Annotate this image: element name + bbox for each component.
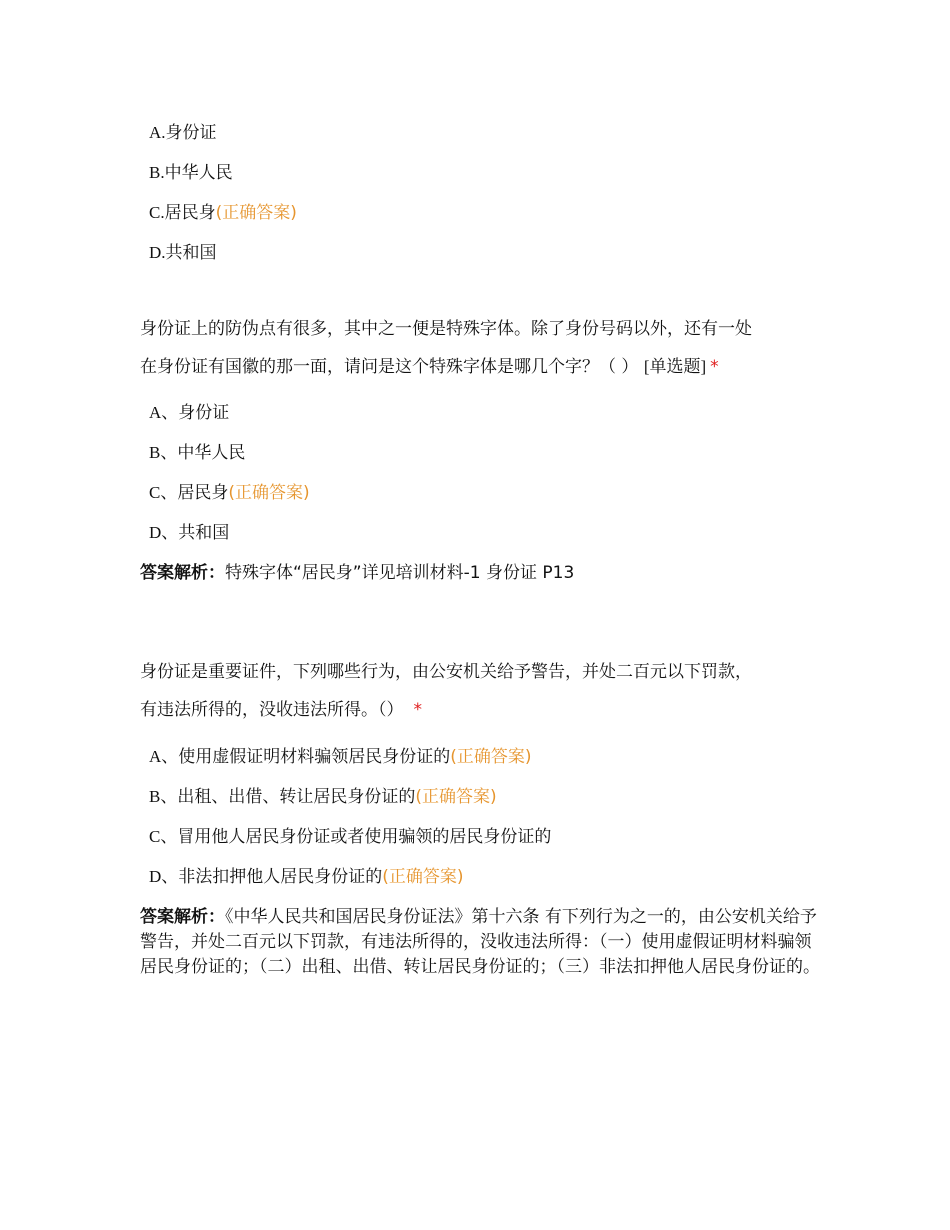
q2-option-b bbox=[149, 443, 245, 463]
option-letter: A、 bbox=[149, 747, 179, 766]
q2-option-a bbox=[149, 403, 229, 423]
option-text: 共和国 bbox=[165, 243, 217, 263]
option-letter: C. bbox=[149, 203, 165, 222]
correct-answer-tag: (正确答案) bbox=[228, 483, 310, 503]
option-letter: A. bbox=[149, 123, 166, 142]
required-mark: * bbox=[710, 357, 719, 377]
q3-question-text bbox=[140, 653, 830, 729]
option-text: 非法扣押他人居民身份证的 bbox=[178, 867, 383, 887]
correct-answer-tag: (正确答案) bbox=[382, 867, 464, 887]
option-letter: D. bbox=[149, 243, 166, 262]
q3-question-line2-text: 有违法所得的，没收违法所得。（） bbox=[140, 700, 404, 720]
q2-option-c bbox=[149, 483, 310, 503]
option-letter: C、 bbox=[149, 827, 178, 846]
q2-question-text bbox=[140, 310, 830, 386]
option-text: 居民身 bbox=[177, 483, 229, 503]
q3-answer-analysis bbox=[140, 905, 820, 980]
analysis-text: 特殊字体“居民身”详见培训材料-1 身份证 P13 bbox=[225, 563, 575, 583]
option-letter: B、 bbox=[149, 443, 178, 462]
q1-option-d bbox=[149, 243, 217, 263]
q3-question-line1: 身份证是重要证件，下列哪些行为，由公安机关给予警告，并处二百元以下罚款， bbox=[140, 662, 752, 682]
question-type-label: [单选题] bbox=[643, 357, 707, 376]
required-mark: * bbox=[413, 700, 422, 720]
q2-answer-analysis bbox=[140, 561, 820, 586]
correct-answer-tag: (正确答案) bbox=[450, 747, 532, 767]
option-letter: C、 bbox=[149, 483, 178, 502]
q3-option-c bbox=[149, 827, 551, 847]
option-text: 身份证 bbox=[165, 123, 217, 143]
option-text: 身份证 bbox=[178, 403, 230, 423]
option-letter: A、 bbox=[149, 403, 179, 422]
option-text: 居民身 bbox=[164, 203, 216, 223]
q2-question-line1: 身份证上的防伪点有很多，其中之一便是特殊字体。除了身份号码以外，还有一处 bbox=[140, 319, 752, 339]
q1-option-c bbox=[149, 203, 297, 223]
correct-answer-tag: (正确答案) bbox=[215, 203, 297, 223]
option-text: 中华人民 bbox=[164, 163, 233, 183]
option-letter: D、 bbox=[149, 523, 179, 542]
option-text: 使用虚假证明材料骗领居民身份证的 bbox=[178, 747, 451, 767]
option-letter: B. bbox=[149, 163, 165, 182]
option-text: 出租、出借、转让居民身份证的 bbox=[177, 787, 416, 807]
analysis-label: 答案解析： bbox=[140, 563, 225, 583]
q2-option-d bbox=[149, 523, 229, 543]
option-text: 共和国 bbox=[178, 523, 230, 543]
q1-option-a bbox=[149, 123, 217, 143]
option-letter: B、 bbox=[149, 787, 178, 806]
q2-question-line2-text: 在身份证有国徽的那一面，请问是这个特殊字体是哪几个字？（ ） bbox=[140, 357, 639, 377]
option-letter: D、 bbox=[149, 867, 179, 886]
q3-option-b bbox=[149, 787, 497, 807]
q1-option-b bbox=[149, 163, 233, 183]
option-text: 中华人民 bbox=[177, 443, 246, 463]
q3-question-line2 bbox=[140, 691, 830, 729]
q2-question-line2 bbox=[140, 348, 830, 386]
q3-option-a bbox=[149, 747, 532, 767]
analysis-text: 《中华人民共和国居民身份证法》第十六条 有下列行为之一的，由公安机关给予警告，并处二百元以下罚款，有违法所得的，没收违法所得：（一）使用虚假证明材料骗领居民身份证的；（二）出租、出借、转让居民身份证的；（三）非法扣押他人居民身份证的。 bbox=[140, 907, 820, 977]
q3-option-d bbox=[149, 867, 464, 887]
option-text: 冒用他人居民身份证或者使用骗领的居民身份证的 bbox=[177, 827, 552, 847]
analysis-label: 答案解析： bbox=[140, 907, 225, 927]
correct-answer-tag: (正确答案) bbox=[415, 787, 497, 807]
